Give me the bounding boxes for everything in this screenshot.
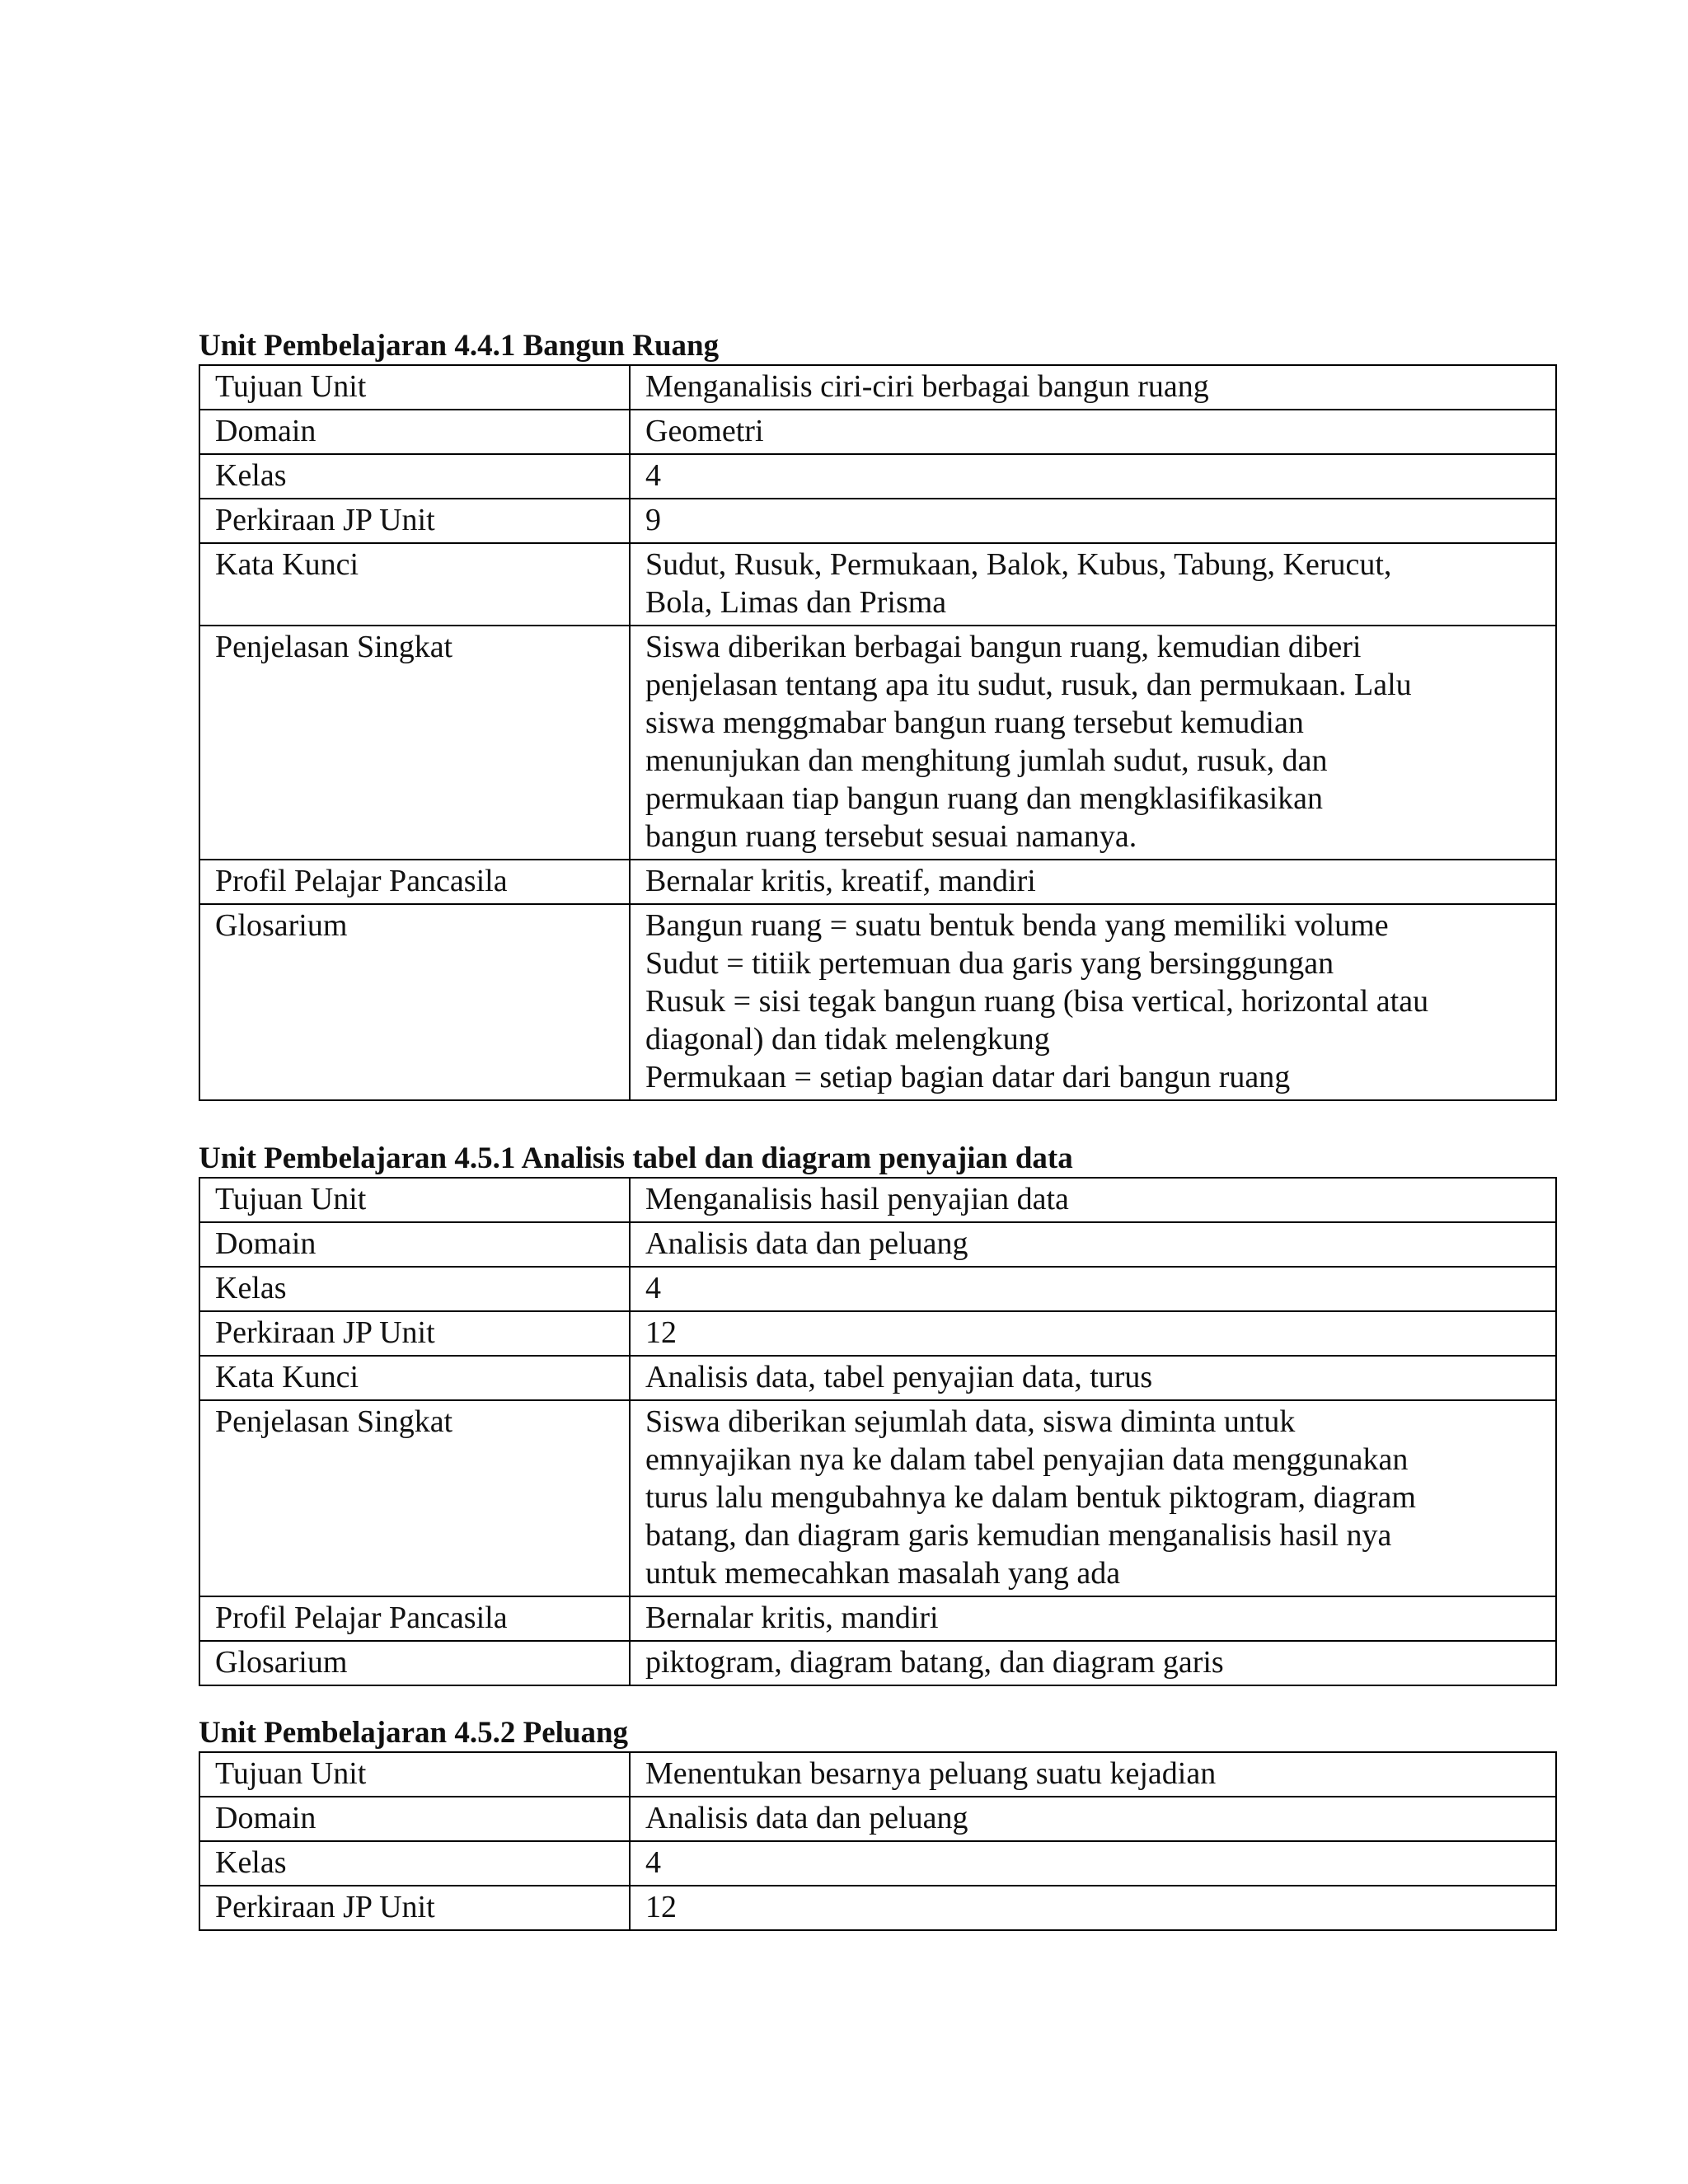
- row-value: Siswa diberikan berbagai bangun ruang, kemudian diberi penjelasan tentang apa itu sudut, rusuk, dan permukaan. Lalu siswa menggmabar bangun ruang tersebut kemudian menunjukan dan menghitung jumlah sudut, rusuk, dan permukaan tiap bangun ruang dan mengklasifikasikan bangun ruang tersebut sesuai namanya.: [630, 626, 1556, 860]
- row-value: Sudut, Rusuk, Permukaan, Balok, Kubus, Tabung, Kerucut, Bola, Limas dan Prisma: [630, 543, 1556, 626]
- table-row: [199, 1311, 1556, 1356]
- row-label: Tujuan Unit: [199, 1178, 630, 1222]
- table-row: [199, 626, 1556, 860]
- table-row: [199, 1267, 1556, 1311]
- row-label: Glosarium: [199, 904, 630, 1100]
- table-row: [199, 1886, 1556, 1930]
- row-label: Perkiraan JP Unit: [199, 1886, 630, 1930]
- row-value: 4: [630, 1267, 1556, 1311]
- unit-table: [199, 1751, 1557, 1931]
- table-row: [199, 543, 1556, 626]
- table-row: [199, 1841, 1556, 1886]
- table-row: [199, 1400, 1556, 1596]
- row-label: Perkiraan JP Unit: [199, 499, 630, 543]
- table-row: [199, 904, 1556, 1100]
- row-value: Siswa diberikan sejumlah data, siswa diminta untuk emnyajikan nya ke dalam tabel penyajian data menggunakan turus lalu mengubahnya ke dalam bentuk piktogram, diagram batang, dan diagram garis kemudian menganalisis hasil nya untuk memecahkan masalah yang ada: [630, 1400, 1556, 1596]
- table-row: [199, 1356, 1556, 1400]
- row-label: Domain: [199, 410, 630, 454]
- table-row: [199, 1641, 1556, 1685]
- row-value: 4: [630, 454, 1556, 499]
- row-label: Penjelasan Singkat: [199, 1400, 630, 1596]
- row-label: Tujuan Unit: [199, 1752, 630, 1797]
- section-title: Unit Pembelajaran 4.4.1 Bangun Ruang: [199, 329, 720, 363]
- row-label: Kelas: [199, 1841, 630, 1886]
- row-value: Menganalisis hasil penyajian data: [630, 1178, 1556, 1222]
- row-label: Kata Kunci: [199, 543, 630, 626]
- row-value: 12: [630, 1311, 1556, 1356]
- table-row: [199, 1752, 1556, 1797]
- row-value: Analisis data dan peluang: [630, 1222, 1556, 1267]
- row-label: Domain: [199, 1222, 630, 1267]
- row-label: Kata Kunci: [199, 1356, 630, 1400]
- row-label: Perkiraan JP Unit: [199, 1311, 630, 1356]
- row-label: Tujuan Unit: [199, 365, 630, 410]
- row-label: Kelas: [199, 1267, 630, 1311]
- row-value: 9: [630, 499, 1556, 543]
- row-value: 4: [630, 1841, 1556, 1886]
- row-label: Penjelasan Singkat: [199, 626, 630, 860]
- unit-section-4-5-1: [199, 1141, 1496, 1686]
- row-value: Analisis data, tabel penyajian data, turus: [630, 1356, 1556, 1400]
- row-value: Analisis data dan peluang: [630, 1797, 1556, 1841]
- row-label: Domain: [199, 1797, 630, 1841]
- row-value: 12: [630, 1886, 1556, 1930]
- table-row: [199, 1797, 1556, 1841]
- unit-table: [199, 364, 1557, 1101]
- table-row: [199, 1596, 1556, 1641]
- row-value: Geometri: [630, 410, 1556, 454]
- table-row: [199, 410, 1556, 454]
- row-label: Kelas: [199, 454, 630, 499]
- unit-section-4-5-2: [199, 1715, 1496, 1931]
- row-value: Bernalar kritis, mandiri: [630, 1596, 1556, 1641]
- table-row: [199, 860, 1556, 904]
- row-value: Menentukan besarnya peluang suatu kejadian: [630, 1752, 1556, 1797]
- row-value: Menganalisis ciri-ciri berbagai bangun ruang: [630, 365, 1556, 410]
- table-row: [199, 1222, 1556, 1267]
- section-title: Unit Pembelajaran 4.5.1 Analisis tabel dan diagram penyajian data: [199, 1141, 1073, 1175]
- unit-section-4-4-1: [199, 328, 1496, 1101]
- row-label: Glosarium: [199, 1641, 630, 1685]
- table-row: [199, 365, 1556, 410]
- table-row: [199, 1178, 1556, 1222]
- unit-table: [199, 1177, 1557, 1686]
- row-value: piktogram, diagram batang, dan diagram garis: [630, 1641, 1556, 1685]
- table-row: [199, 454, 1556, 499]
- row-value: Bangun ruang = suatu bentuk benda yang memiliki volume Sudut = titiik pertemuan dua garis yang bersinggungan Rusuk = sisi tegak bangun ruang (bisa vertical, horizontal atau diagonal) dan tidak melengkung Permukaan = setiap bagian datar dari bangun ruang: [630, 904, 1556, 1100]
- row-label: Profil Pelajar Pancasila: [199, 860, 630, 904]
- row-label: Profil Pelajar Pancasila: [199, 1596, 630, 1641]
- section-title: Unit Pembelajaran 4.5.2 Peluang: [199, 1716, 629, 1750]
- table-row: [199, 499, 1556, 543]
- row-value: Bernalar kritis, kreatif, mandiri: [630, 860, 1556, 904]
